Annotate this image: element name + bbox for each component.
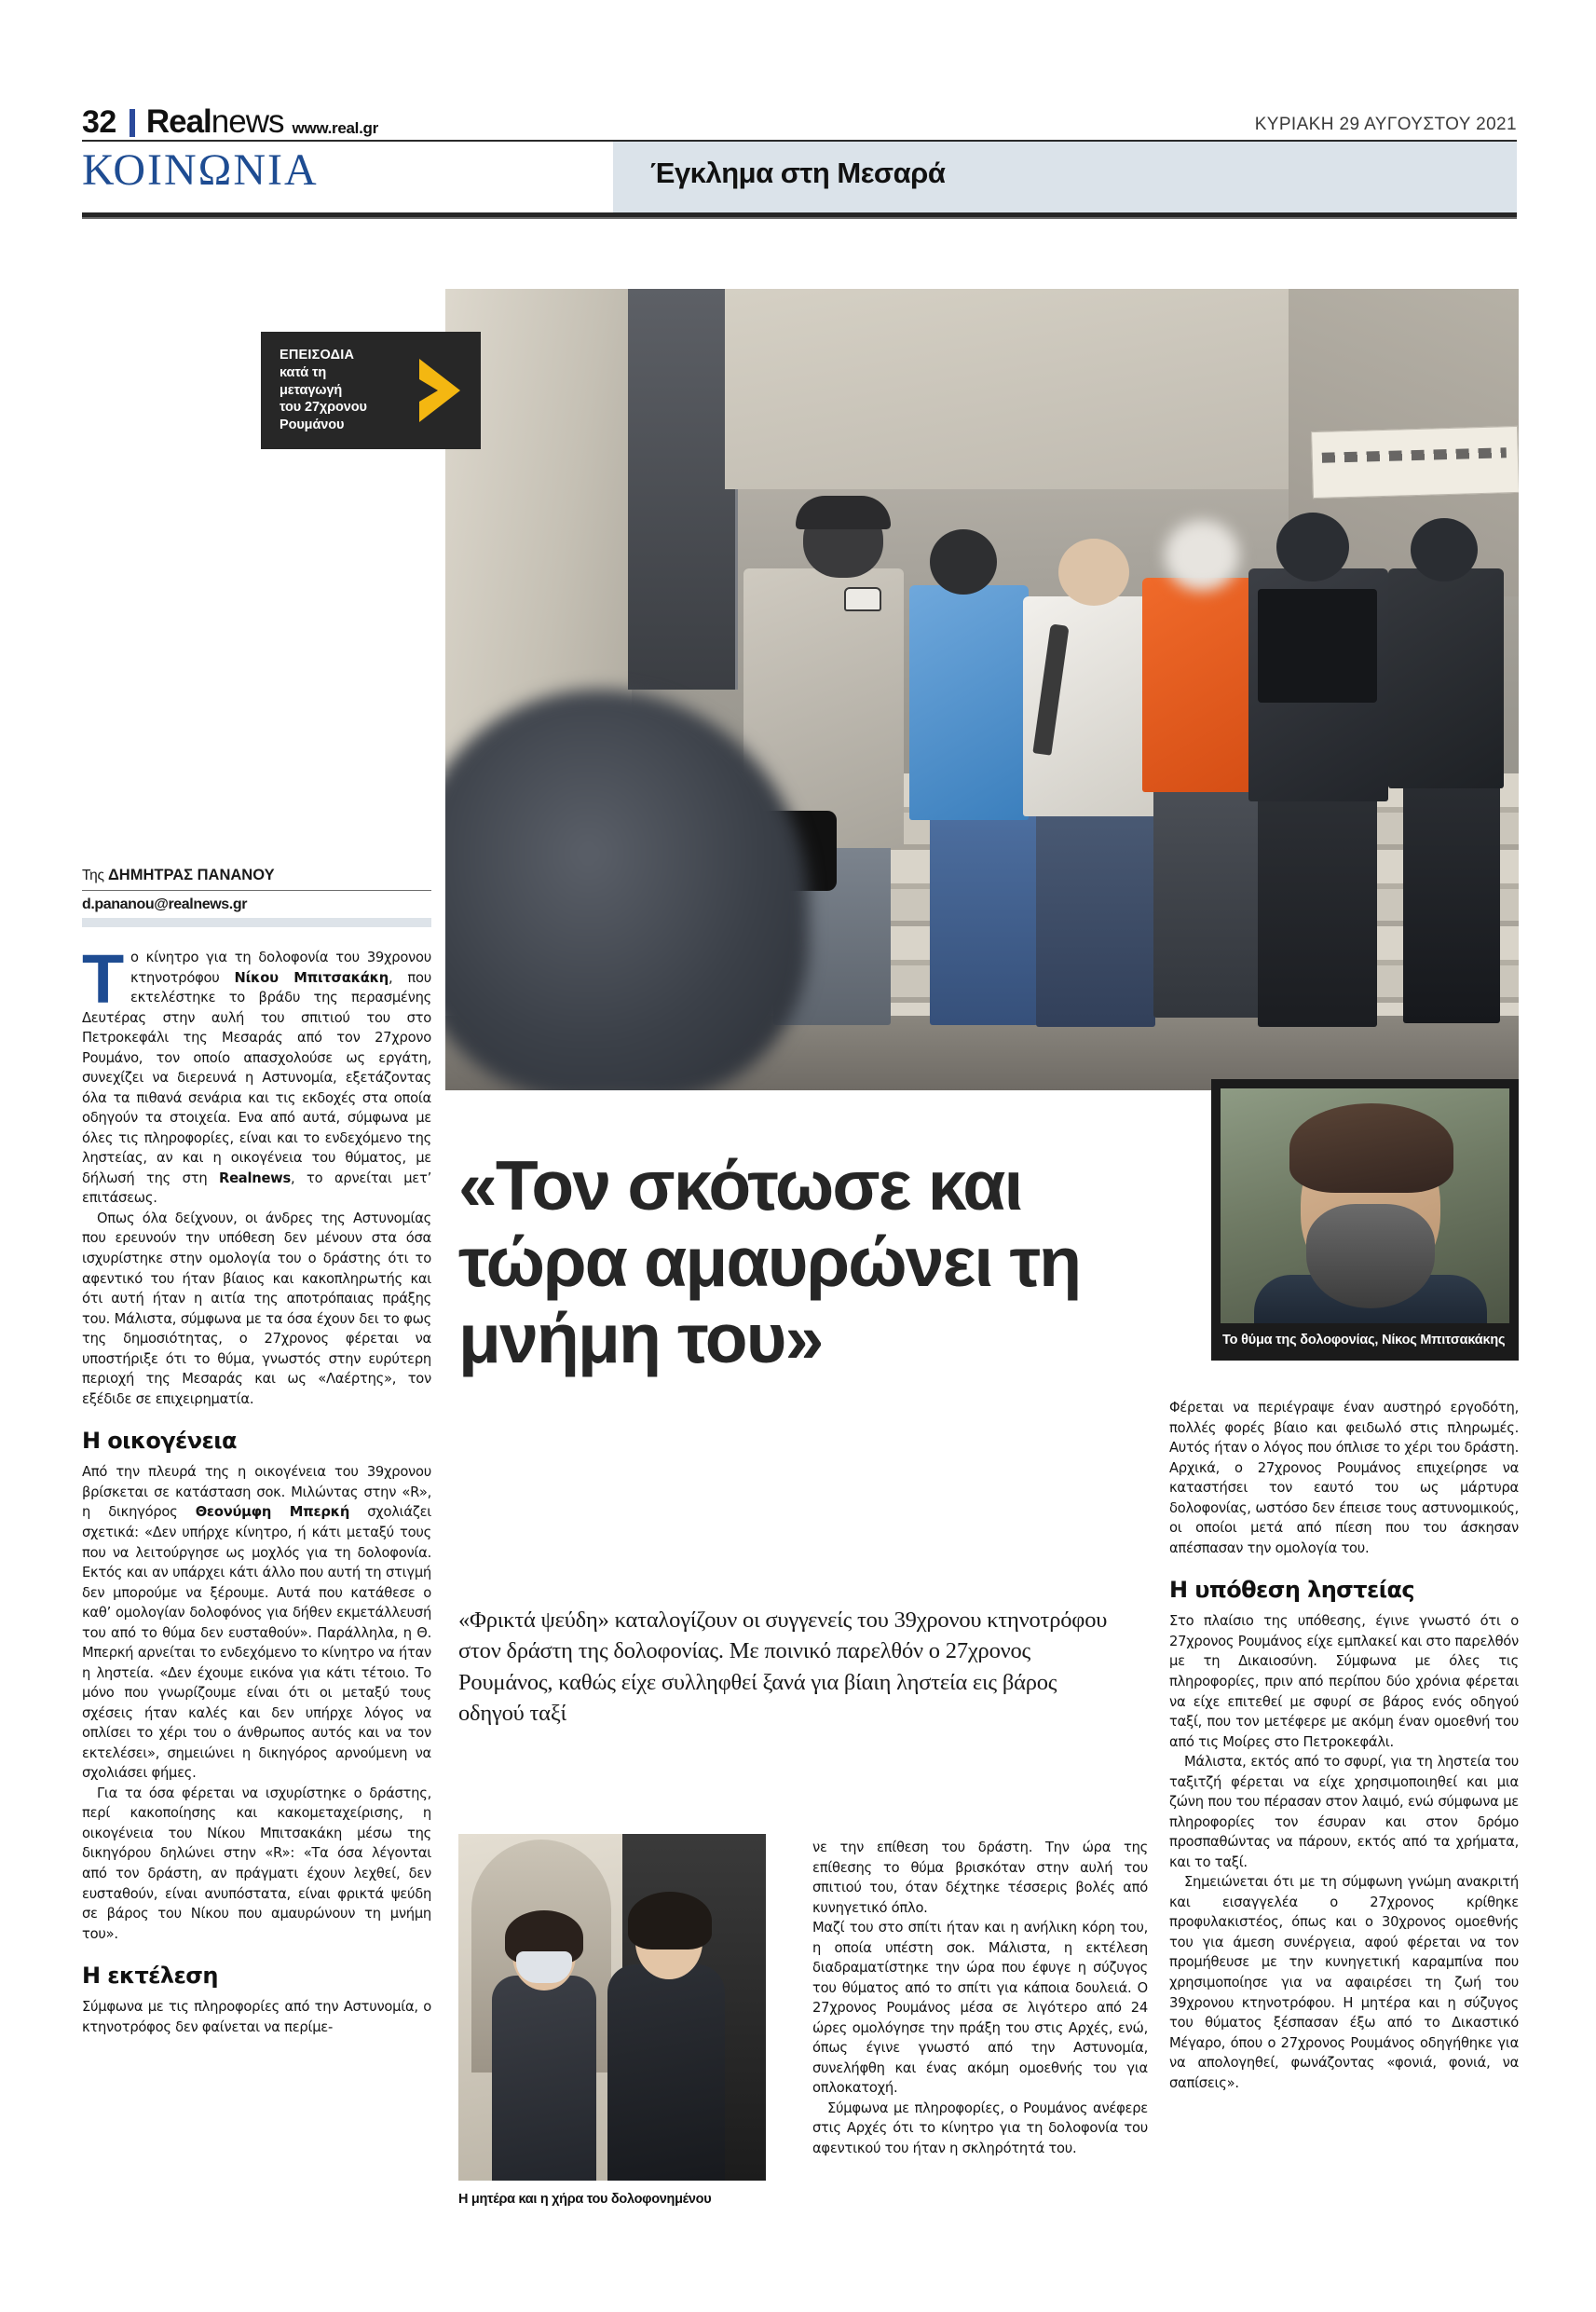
episode-callout (261, 332, 481, 449)
photo-figure-vest (1258, 589, 1377, 703)
callout-line-1: ΕΠΕΙΣΟΔΙΑ (280, 347, 355, 363)
byline-rule (82, 890, 431, 891)
text-emphasis: Realnews (219, 1170, 291, 1186)
chevron-right-icon (414, 357, 468, 424)
text-emphasis: Θεονύμφη Μπερκή (195, 1504, 350, 1521)
brand-bold: Real (145, 103, 211, 140)
article-body-col1 (82, 940, 431, 2037)
victim-photo-card (1211, 1079, 1519, 1361)
paragraph: Οπως όλα δείχνουν, οι άνδρες της Αστυνομίας που ερευνούν την υπόθεση δεν μένουν στα όσα ισχυρίστηκε στην ομολογία του ο δράστης ότι το αφεντικό του ήταν βίαιος και κακοπληρωτής και ότι αυτή ήταν η αιτία της αποτρόπαιας πράξης του. Μάλιστα, σύμφωνα με τα όσα έχουν δει το φως της δημοσιότητας, ο 27χρονος φέρεται να υποστήριξε ότι το θύμα, γνωστός στην ευρύτερη περιοχή της Μεσαράς και ως «Λαέρτης», τον εξέδιδε σε επιχειρηματία. (82, 1210, 431, 1407)
section-title: ΚΟΙΝΩΝΙΑ (82, 145, 319, 195)
subheading-family: Η οικογένεια (82, 1428, 237, 1455)
photo-doorway (628, 289, 738, 690)
column-left (82, 867, 431, 2037)
callout-line-4: του 27χρονου (280, 400, 367, 416)
subheading-robbery-case: Η υπόθεση ληστείας (1169, 1577, 1415, 1604)
photo-figure-legs (1036, 807, 1155, 1027)
photo-figure-head (1058, 539, 1129, 606)
text-run: , το αρνείται μετ’ επιτάσεως. (82, 1170, 431, 1207)
photo-figure-legs (1403, 781, 1500, 1023)
photo-figure-legs (1258, 792, 1377, 1027)
bottom-photo-figure-right (607, 1964, 725, 2181)
victim-photo-caption: Το θύμα της δολοφονίας, Νίκος Μπιτσακάκης (1222, 1333, 1506, 1348)
paragraph: Μάλιστα, εκτός από το σφυρί, για τη ληστεία του ταξιτζή φέρεται να είχε χρησιμοποιηθεί και μια ζώνη που του πέρασαν στον λαιμό, ενώ σύμφωνα με πληροφορίες τον έσυραν και στον δρόμο προσπαθώντας να πάρουν, εκτός από τα χρήματα, και το ταξί. (1169, 1754, 1519, 1870)
callout-line-5: Ρουμάνου (280, 417, 345, 433)
byline-author: ΔΗΜΗΤΡΑΣ ΠΑΝΑΝΟΥ (107, 867, 275, 883)
photo-figure-officer-2 (1388, 568, 1504, 788)
paragraph (82, 940, 431, 1209)
paragraph: Μαζί του στο σπίτι ήταν και η ανήλικη κόρη του, η οποία υπέστη σοκ. Μάλιστα, η εκτέλεση διαδραματίστηκε την ώρα που έφυγε η σύζυγος του θύματος από το σπίτι για κάποια δουλειά. Ο 27χρονος Ρουμάνος μέσα σε λιγότερο από 24 ώρες ομολόγησε την πράξη του στις Αρχές, ενώ, όπως έγινε γνωστό από την Αστυνομία, συνελήφθη και ένας ακόμη ομοεθνής του για οπλοκατοχή. (812, 1920, 1148, 2097)
byline-email[interactable]: d.pananou@realnews.gr (82, 896, 248, 912)
subheading-execution: Η εκτέλεση (82, 1963, 218, 1990)
article-deck: «Φρικτά ψεύδη» καταλογίζουν οι συγγενείς του 39χρονου κτηνοτρόφου στον δράστη της δολοφονίας. Με ποινικό παρελθόν ο 27χρονος Ρουμάνος, καθώς είχε συλληφθεί ξανά για βίαιη ληστεία εις βάρος οδηγού ταξί (458, 1607, 1108, 1726)
callout-line-2: κατά τη (280, 364, 327, 380)
brand-url[interactable]: www.real.gr (292, 119, 378, 137)
article-body-col2 (812, 1838, 1148, 2159)
text-run: Από την πλευρά της η οικογένεια του 39χρονου βρίσκεται σε κατάσταση σοκ. Μιλώντας στην «R», η δικηγόρος (82, 1464, 431, 1521)
photo-figure-head (930, 529, 997, 595)
text-emphasis: Νίκου Μπιτσακάκη (234, 969, 389, 986)
photo-figure-head (1276, 513, 1349, 581)
victim-photo (1221, 1088, 1509, 1323)
page-headline: «Τον σκότωσε και τώρα αμαυρώνει τη μνήμη του» (458, 1146, 1081, 1377)
text-run: , που εκτελέστηκε το βράδυ της περασμένης Δευτέρας στην αυλή του σπιτιού του στο Πετροκεφάλι της Μεσαράς από τον 27χρονο Ρουμάνο, τον οποίο απασχολούσε ως εργάτη, συνεχίζει να διερευνά η Αστυνομία, εξετάζοντας όλα τα πιθανά σενάρια και τις εκδοχές στα οποία οδηγούν τα στοιχεία. Ενα από αυτά, σύμφωνα με όλες τις πληροφορίες, είναι και το ενδεχόμενο της ληστείας, αν και η οικογένεια του θύματος, με δήλωσή της στη (82, 969, 431, 1186)
callout-line-3: μεταγωγή (280, 382, 343, 398)
section-kicker: Έγκλημα στη Μεσαρά (650, 157, 946, 189)
text-run: ο κίνητρο για τη δολοφονία του 39χρονου κτηνοτρόφου (130, 950, 431, 986)
masthead-divider (130, 109, 135, 137)
photo-figure-cap (796, 496, 891, 529)
brand-logo (146, 105, 284, 138)
main-photo (445, 289, 1519, 1090)
victim-photo-hair (1289, 1103, 1453, 1193)
paragraph: Σημειώνεται ότι με τη σύμφωνη γνώμη ανακριτή και εισαγγελέα ο 27χρονος κρίθηκε προφυλακιστέος, όπως και ο 30χρονος ομοεθνής του για άμεση συνέργεια, αφού φέρεται να τον προμήθευσε με την κυνηγετική καραμπίνα που χρησιμοποίησε για να αφαιρέσει τη ζωή του 39χρονου κτηνοτρόφου. Η μητέρα και η σύζυγος του θύματος ξέσπασαν έξω από το Δικαστικό Μέγαρο, όπου ο 27χρονος Ρουμάνος οδηγήθηκε για να απολογηθεί, φωνάζοντας «φονιά, φονιά, να σαπίσεις». (1169, 1874, 1519, 2091)
paragraph: Σύμφωνα με τις πληροφορίες από την Αστυνομία, ο κτηνοτρόφος δεν φαίνεται να περίμε- (82, 1999, 431, 2035)
byline-role (82, 867, 431, 884)
photo-figure-head (1411, 518, 1478, 581)
drop-cap: T (82, 940, 124, 1018)
paragraph: Φέρεται να περιέγραψε έναν αυστηρό εργοδότη, πολλές φορές βίαιο και φειδωλό στις πληρωμές. Αυτός ήταν ο λόγος που όπλισε το χέρι του δράστη. Αρχικά, ο 27χρονος Ρουμάνος επιχείρησε να καταστήσει τον εαυτό του ως μάρτυρα δολοφονίας, ωστόσο δεν έπεισε τους αστυνομικούς, οι οποίοι μετά από πίεση που του άσκησαν απέσπασαν την ομολογία του. (1169, 1400, 1519, 1556)
byline-bar (82, 918, 431, 927)
byline-prefix: Της (82, 868, 104, 883)
bottom-photo (458, 1834, 766, 2181)
bottom-photo-figure-left (492, 1976, 596, 2181)
section-rule (82, 212, 1517, 219)
masthead (82, 89, 1517, 138)
victim-photo-beard (1306, 1204, 1435, 1308)
issue-date: ΚΥΡΙΑΚΗ 29 ΑΥΓΟΥΣΤΟΥ 2021 (1254, 115, 1517, 134)
photo-figure-blue (909, 585, 1029, 820)
photo-banner (1311, 426, 1519, 499)
text-run: σχολιάζει σχετικά: «Δεν υπήρχε κίνητρο, ή κάτι μεταξύ τους που να λειτούργησε ως μοχλός για τη δολοφονία. Εκτός και αν υπάρχει κάτι άλλο που αυτή τη στιγμή δεν μπορούμε να ξέρουμε. Αυτά που κατάθεσε ο καθ’ ομολογίαν δολοφόνος για δήθεν εκμετάλλευσή του από το θύμα δεν ευσταθούν». Παράλληλα, η Θ. Μπερκή αρνείται το ενδεχόμενο το κίνητρο να ήταν η ληστεία. «Δεν έχουμε εικόνα για κάτι τέτοιο. Το μόνο που γνωρίζουμε είναι ότι οι μεταξύ τους σχέσεις ήταν καλές και δεν υπήρχε λόγος να οπλίσει το χέρι του ο άνθρωπος αυτός και να τον εκτελέσει», σημειώνει η δικηγόρος αρνούμενη να σχολιάσει φήμες. (82, 1504, 431, 1782)
bottom-photo-hair-right (628, 1892, 712, 1949)
article-body-col3 (1169, 1398, 1519, 2093)
bottom-photo-caption: Η μητέρα και η χήρα του δολοφονημένου (458, 2192, 712, 2207)
brand-light: news (211, 103, 284, 140)
face-mask-icon (516, 1951, 572, 1983)
paragraph: νε την επίθεση του δράστη. Την ώρα της επίθεσης το θύμα βρισκόταν στην αυλή του σπιτιού του, όταν δέχτηκε τέσσερις βολές από κυνηγετικό όπλο. (812, 1840, 1148, 1916)
paragraph: Στο πλαίσιο της υπόθεσης, έγινε γνωστό ότι ο 27χρονος Ρουμάνος είχε εμπλακεί και στο παρελθόν με τη Δικαιοσύνη. Σύμφωνα με όλες τις πληροφορίες, πριν από περίπου δύο χρόνια φέρεται να είχε επιτεθεί με σφυρί σε βάρος ενός οδηγού ταξί, που τον μετέφερε με ακόμη έναν ομοεθνή του από τις Μοίρες στο Πετροκεφάλι. (1169, 1613, 1519, 1750)
photo-wall-top (725, 289, 1303, 489)
page-number: 32 (82, 104, 116, 140)
photo-figure-blurred-face (1165, 520, 1239, 591)
photo-figure-badge (844, 587, 881, 611)
section-band (82, 142, 1517, 212)
photo-figure-legs (1153, 785, 1271, 1018)
callout-text (280, 347, 367, 435)
photo-figure-legs (930, 811, 1038, 1025)
paragraph: Σύμφωνα με πληροφορίες, ο Ρουμάνος ανέφερε στις Αρχές ότι το κίνητρο για τη δολοφονία του αφεντικού του ήταν η σκληρότητά του. (812, 2100, 1148, 2156)
paragraph (82, 1462, 431, 1784)
paragraph: Για τα όσα φέρεται να ισχυρίστηκε ο δράστης, περί κακοποίησης και κακομεταχείρισης, η οικογένεια του Νίκου Μπιτσακάκη μέσω της δικηγόρου δηλώνει στην «R»: «Τα όσα λέγονται από τον δράστη, αν πράγματι έχουν λεχθεί, δεν ευσταθούν, είναι ανυπόστατα, είναι φρικτά ψεύδη σε βάρος του Νίκου που αμαυρώνουν τη μνήμη του». (82, 1785, 431, 1942)
